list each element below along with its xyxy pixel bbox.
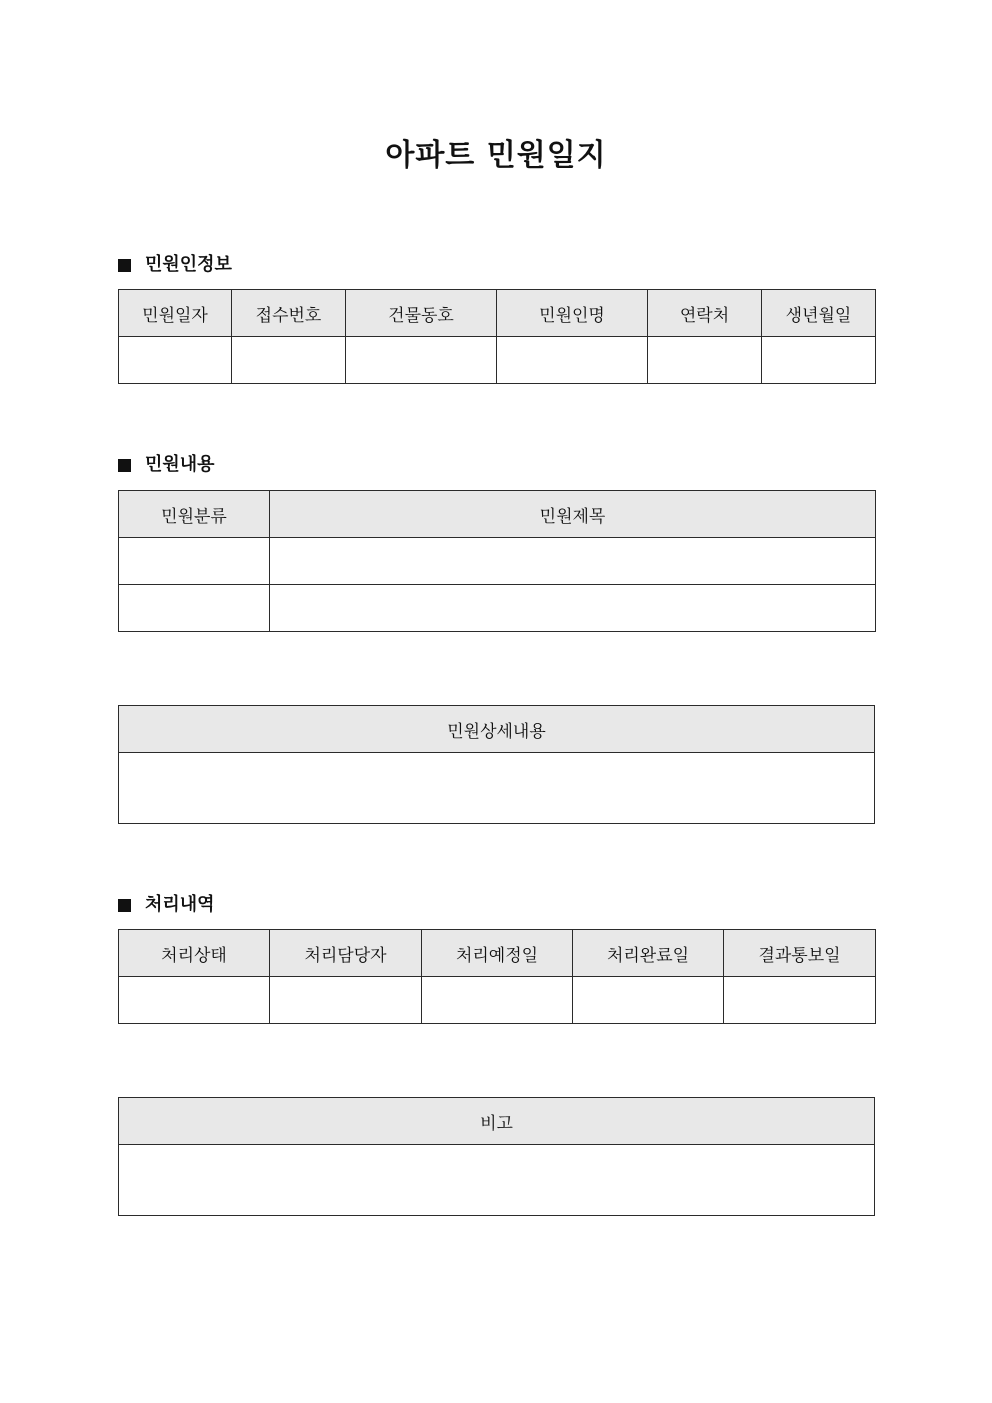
column-header-complainant-name: 민원인명 [497, 290, 648, 337]
section-heading-complainant-info [118, 252, 232, 278]
column-header-birth-date: 생년월일 [762, 290, 876, 337]
table-row [119, 538, 876, 585]
table-row [119, 753, 875, 824]
column-header-processing-status: 처리상태 [119, 930, 270, 977]
receipt-number-cell[interactable] [232, 337, 346, 384]
complaint-subject-cell[interactable] [270, 538, 876, 585]
scheduled-date-cell[interactable] [422, 977, 573, 1024]
column-header-scheduled-date: 처리예정일 [422, 930, 573, 977]
complaint-category-cell[interactable] [119, 538, 270, 585]
column-header-remarks: 비고 [119, 1098, 875, 1145]
complainant-info-table [118, 289, 876, 384]
table-header-row [119, 1098, 875, 1145]
contact-cell[interactable] [648, 337, 762, 384]
complaint-subject-cell[interactable] [270, 585, 876, 632]
table-header-row [119, 491, 876, 538]
handler-cell[interactable] [270, 977, 422, 1024]
column-header-complaint-category: 민원분류 [119, 491, 270, 538]
column-header-building-unit: 건물동호 [346, 290, 497, 337]
column-header-complaint-subject: 민원제목 [270, 491, 876, 538]
table-row [119, 585, 876, 632]
table-header-row [119, 706, 875, 753]
section-heading-label: 민원인정보 [145, 254, 232, 275]
building-unit-cell[interactable] [346, 337, 497, 384]
column-header-contact: 연락처 [648, 290, 762, 337]
square-bullet-icon [118, 459, 131, 472]
section-heading-processing-history [118, 892, 215, 918]
remarks-cell[interactable] [119, 1145, 875, 1216]
complainant-name-cell[interactable] [497, 337, 648, 384]
square-bullet-icon [118, 259, 131, 272]
column-header-receipt-number: 접수번호 [232, 290, 346, 337]
complaint-category-cell[interactable] [119, 585, 270, 632]
column-header-complaint-date: 민원일자 [119, 290, 232, 337]
complaint-date-cell[interactable] [119, 337, 232, 384]
column-header-complaint-detail: 민원상세내용 [119, 706, 875, 753]
birth-date-cell[interactable] [762, 337, 876, 384]
remarks-table [118, 1097, 875, 1216]
column-header-completion-date: 처리완료일 [573, 930, 724, 977]
table-row [119, 977, 876, 1024]
table-row [119, 1145, 875, 1216]
column-header-handler: 처리담당자 [270, 930, 422, 977]
complaint-detail-cell[interactable] [119, 753, 875, 824]
processing-history-table [118, 929, 876, 1024]
table-row [119, 337, 876, 384]
column-header-notification-date: 결과통보일 [724, 930, 876, 977]
section-heading-complaint-content [118, 452, 215, 478]
section-heading-label: 처리내역 [145, 894, 215, 915]
processing-status-cell[interactable] [119, 977, 270, 1024]
document-title: 아파트 민원일지 [385, 138, 607, 173]
notification-date-cell[interactable] [724, 977, 876, 1024]
complaint-detail-table [118, 705, 875, 824]
section-heading-label: 민원내용 [145, 454, 215, 475]
square-bullet-icon [118, 899, 131, 912]
completion-date-cell[interactable] [573, 977, 724, 1024]
complaint-content-table [118, 490, 876, 632]
table-header-row [119, 290, 876, 337]
table-header-row [119, 930, 876, 977]
